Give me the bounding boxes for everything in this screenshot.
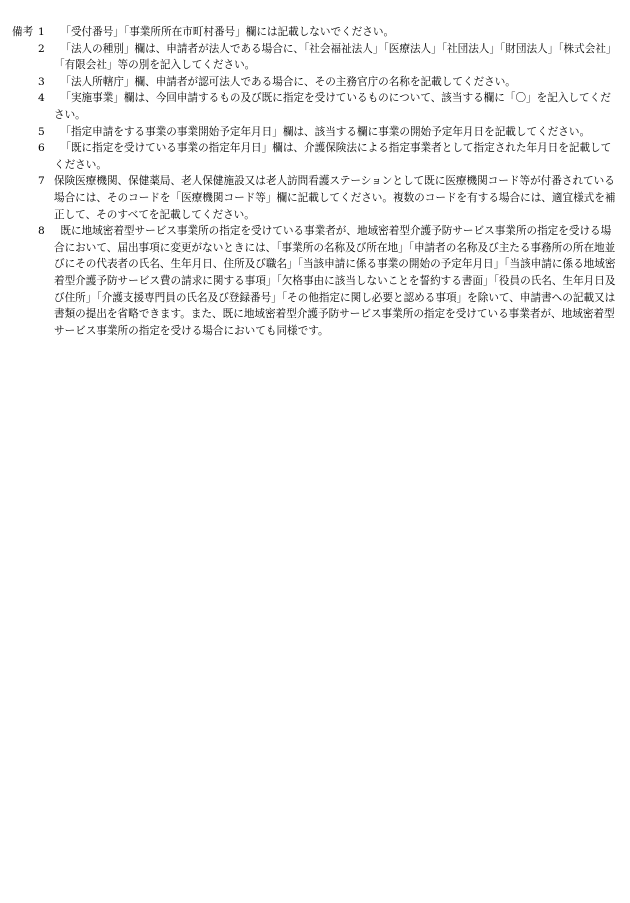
remark-item-8	[12, 223, 618, 339]
remark-text: 既に地域密着型サービス事業所の指定を受けている事業者が、地域密着型介護予防サービス事業所の指定を受ける場合において、届出事項に変更がないときには、「事業所の名称及び所在地」「申請者の名称及び主たる事務所の所在地並びにその代表者の氏名、生年月日、住所及び職名」「当該申請に係る事業の開始の予定年月日」「当該申請に係る地域密着型介護予防サービス費の請求に関する事項」「欠格事由に該当しないことを誓約する書面」「役員の氏名、生年月日及び住所」「介護支援専門員の氏名及び登録番号」「その他指定に関し必要と認める事項」を除いて、申請書への記載又は書類の提出を省略できます。また、既に地域密着型介護予防サービス事業所の指定を受けている事業者が、地域密着型サービス事業所の指定を受ける場合においても同様です。	[54, 225, 616, 337]
remark-item-6	[12, 140, 618, 173]
remark-item-3	[12, 74, 618, 91]
remark-number: 7	[38, 175, 45, 188]
remark-text: 「受付番号」「事業所所在市町村番号」欄には記載しないでください。	[60, 26, 395, 38]
remark-number: 4	[38, 92, 45, 105]
remark-item-7	[12, 173, 618, 223]
remark-number: 2	[38, 42, 45, 55]
remarks-list	[12, 24, 618, 339]
remark-number: 5	[38, 125, 45, 138]
remark-text: 「法人の種別」欄は、申請者が法人である場合に、「社会福祉法人」「医療法人」「社団法人」「財団法人」「株式会社」「有限会社」等の別を記入してください。	[54, 42, 617, 72]
remark-text: 「実施事業」欄は、今回申請するもの及び既に指定を受けているものについて、該当する欄に「〇」を記入してください。	[54, 92, 611, 121]
remark-text: 「指定申請をする事業の事業開始予定年月日」欄は、該当する欄に事業の開始予定年月日を記載してください。	[60, 125, 591, 138]
remarks-prefix: 備考	[12, 26, 34, 38]
remark-text: 「既に指定を受けている事業の指定年月日」欄は、介護保険法による指定事業者として指定された年月日を記載してください。	[54, 142, 612, 171]
remark-item-1	[12, 24, 618, 41]
remark-text: 「法人所轄庁」欄、申請者が認可法人である場合に、その主務官庁の名称を記載してください。	[60, 75, 516, 88]
remark-number: 1	[38, 26, 45, 38]
remark-number: 3	[38, 75, 45, 88]
remark-item-2	[12, 41, 618, 74]
remark-item-4	[12, 90, 618, 123]
remark-number: 6	[38, 142, 45, 155]
remark-text: 保険医療機関、保健薬局、老人保健施設又は老人訪問看護ステーションとして既に医療機関コード等が付番されている場合には、そのコードを「医療機関コード等」欄に記載してください。複数のコードを有する場合には、適宜様式を補正して、そのすべてを記載してください。	[54, 175, 616, 221]
remark-item-5	[12, 124, 618, 141]
remark-number: 8	[38, 225, 45, 238]
